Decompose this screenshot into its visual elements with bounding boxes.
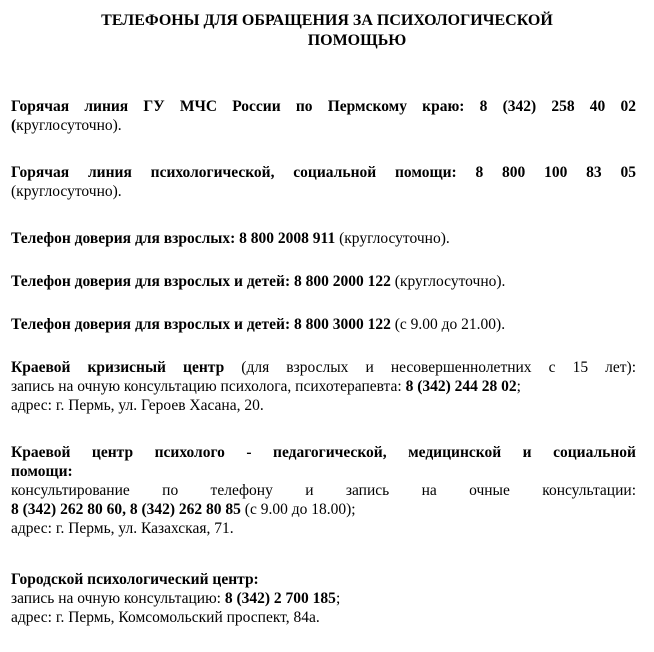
page-title [0,11,654,51]
entry-phone: 8 (342) 2 700 185 [224,590,336,607]
entry-psych-social-hotline [11,163,636,201]
entry-punct: ; [516,378,521,395]
entry-note: круглосуточно). [16,117,122,134]
entry-city-psych-center [11,570,636,627]
title-line-1: ТЕЛЕФОНЫ ДЛЯ ОБРАЩЕНИЯ ЗА ПСИХОЛОГИЧЕСКОЙ [101,12,553,29]
entry-text: запись на очную консультацию: [11,590,225,607]
entry-heading: Горячая линия ГУ МЧС России по Пермскому краю: 8 (342) 258 40 02 [11,98,636,115]
entry-punct: ; [335,590,341,607]
entry-address: адрес: г. Пермь, Комсомольский проспект, 84а. [11,609,320,626]
entry-phone: 8 (342) 244 28 02 [405,378,517,395]
entry-heading: Краевой кризисный центр [11,359,225,376]
entry-ppms-center [11,443,636,538]
entry-mchs-hotline [11,97,636,135]
entry-hours: (с 9.00 до 18.00); [240,501,356,518]
entry-adult-trust-line [11,229,636,248]
entry-heading: Телефон доверия для взрослых: 8 800 2008 911 [11,230,336,247]
entry-heading-line-2: помощи: [11,463,73,480]
entry-address: адрес: г. Пермь, ул. Казахская, 71. [11,520,234,537]
entry-adult-child-trust-line-2 [11,315,636,334]
entry-note: (с 9.00 до 21.00). [390,316,506,333]
entry-note: (круглосуточно). [11,183,122,200]
entry-text: запись на очную консультацию психолога, психотерапевта: [11,378,406,395]
entry-note: (для взрослых и несовершеннолетних с 15 лет): [224,359,636,376]
entry-adult-child-trust-line [11,272,636,291]
entry-heading: Городской психологический центр: [11,571,259,588]
entry-crisis-center [11,358,636,415]
title-line-2: ПОМОЩЬЮ [307,32,407,49]
entry-address: адрес: г. Пермь, ул. Героев Хасана, 20. [11,397,264,414]
entry-phones: 8 (342) 262 80 60, 8 (342) 262 80 85 [11,501,241,518]
entry-note: (круглосуточно). [335,230,450,247]
entry-heading-line-1: Краевой центр психолого - педагогической, медицинской и социальной [11,444,636,461]
entry-heading: Телефон доверия для взрослых и детей: 8 800 2000 122 [11,273,391,290]
entry-text: консультирование по телефону и запись на очные консультации: [11,482,636,499]
open-paren: ( [11,117,17,134]
entry-heading: Горячая линия психологической, социальной помощи: 8 800 100 83 05 [11,164,636,181]
entry-heading: Телефон доверия для взрослых и детей: 8 800 3000 122 [11,316,391,333]
entry-note: (круглосуточно). [390,273,506,290]
